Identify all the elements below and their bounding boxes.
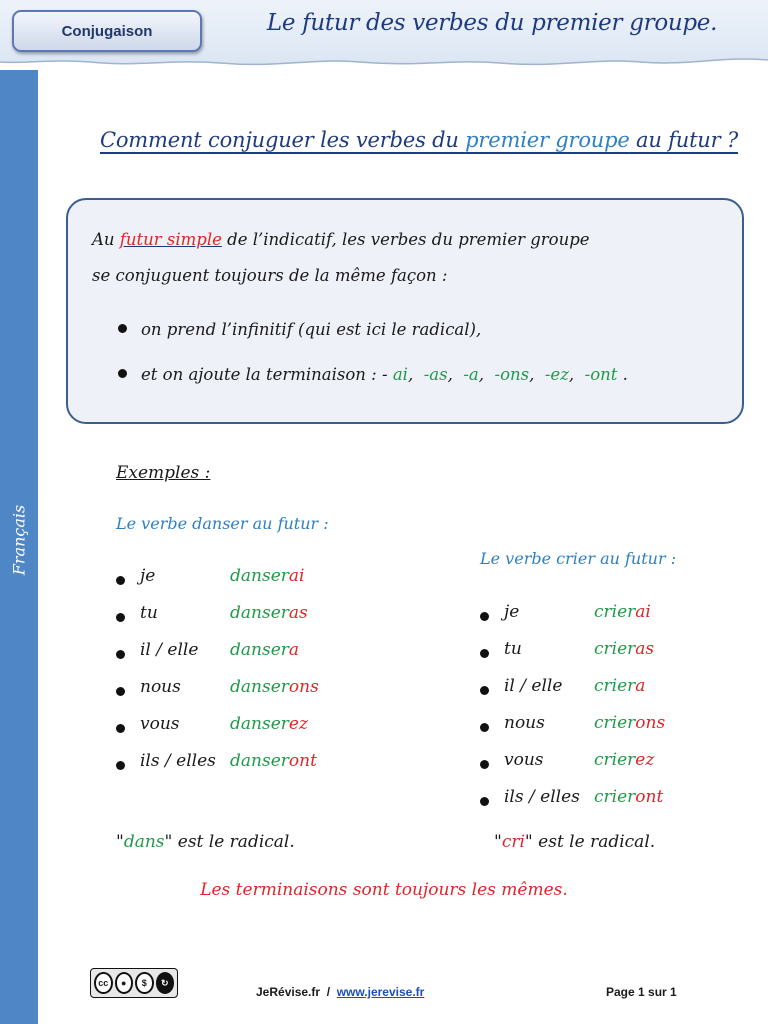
bullet-icon	[480, 649, 489, 658]
footer-link[interactable]: www.jerevise.fr	[336, 985, 425, 999]
ending-ont: -ont	[584, 365, 618, 384]
pronoun: nous	[140, 677, 181, 697]
verb-ending: ons	[635, 713, 666, 733]
conjugation-row	[480, 639, 760, 676]
conjugation-row	[116, 751, 416, 788]
ending-as: -as	[423, 365, 448, 384]
conjugated-verb	[230, 714, 308, 734]
question-part2: au futur ?	[629, 128, 739, 152]
verb-stem: crier	[594, 639, 636, 659]
conjugated-verb	[230, 677, 319, 697]
pronoun: vous	[504, 750, 544, 770]
bullet-icon	[480, 723, 489, 732]
pronoun: tu	[140, 603, 158, 623]
bullet-icon	[116, 650, 125, 659]
verb-stem: crier	[594, 750, 636, 770]
verb-ending: ez	[288, 714, 308, 734]
pronoun: je	[504, 602, 520, 622]
bullet-icon	[480, 612, 489, 621]
pronoun: ils / elles	[140, 751, 216, 771]
page-title: Le futur des verbes du premier groupe.	[266, 10, 718, 36]
rule-bullet2-prefix: et on ajoute la terminaison : -	[141, 365, 393, 384]
pronoun: nous	[504, 713, 545, 733]
verb-stem: crier	[594, 713, 636, 733]
conjugated-verb	[594, 750, 654, 770]
bullet-icon	[116, 576, 125, 585]
bullet-icon	[480, 760, 489, 769]
conjugated-verb	[230, 566, 304, 586]
pronoun: il / elle	[140, 640, 199, 660]
footer-site	[256, 985, 424, 999]
examples-title: Exemples :	[116, 463, 211, 483]
verb-ending: ai	[635, 602, 651, 622]
verb-stem: danser	[230, 640, 289, 660]
danser-radical	[116, 832, 295, 852]
verb-stem: danser	[230, 751, 289, 771]
bullet-icon	[116, 613, 125, 622]
conjugation-row	[480, 787, 760, 824]
bullet-icon	[118, 369, 127, 378]
verb-ending: a	[288, 640, 300, 660]
quote-open: "	[116, 832, 124, 852]
bullet-icon	[480, 686, 489, 695]
rule-bullet2-suffix: .	[617, 365, 628, 384]
conjugated-verb	[594, 676, 645, 696]
pronoun: tu	[504, 639, 522, 659]
conjugated-verb	[230, 751, 317, 771]
conjugation-row	[480, 676, 760, 713]
conjugation-row	[116, 714, 416, 751]
conjugation-row	[480, 602, 760, 639]
verb-ending: ez	[635, 750, 655, 770]
verb-stem: crier	[594, 602, 636, 622]
crier-conjugation-list	[480, 602, 760, 824]
verb-ending: ai	[288, 566, 305, 586]
quote-open: "	[494, 832, 502, 852]
verb-ending: as	[288, 603, 308, 623]
pronoun: ils / elles	[504, 787, 580, 807]
rule-line-2: se conjuguent toujours de la même façon :	[92, 266, 448, 285]
crier-radical-word: cri	[501, 832, 525, 852]
conjugation-row	[116, 603, 416, 640]
rule-bullet-1	[118, 320, 481, 339]
pronoun: je	[140, 566, 156, 586]
crier-radical-text: est le radical.	[532, 832, 656, 852]
verb-stem: danser	[230, 566, 289, 586]
conjugation-row	[116, 677, 416, 714]
ending-ai: ai	[392, 365, 408, 384]
verb-ending: ont	[288, 751, 317, 771]
cc-icon: cc	[94, 972, 113, 994]
verb-ending: ons	[288, 677, 319, 697]
ending-ons: -ons	[494, 365, 530, 384]
quote-close: "	[164, 832, 173, 852]
by-icon: ●	[115, 972, 134, 994]
question-part1: Comment conjuguer les verbes du	[100, 128, 466, 152]
creative-commons-by-nc-sa-icon	[90, 968, 178, 998]
bullet-icon	[118, 324, 127, 333]
rule-box	[66, 198, 744, 424]
conjugated-verb	[594, 639, 654, 659]
verb-ending: as	[635, 639, 655, 659]
danser-heading: Le verbe danser au futur :	[116, 514, 329, 533]
footer-separator: /	[320, 985, 337, 999]
bullet-icon	[116, 761, 125, 770]
pronoun: vous	[140, 714, 180, 734]
bullet-icon	[116, 687, 125, 696]
conjugated-verb	[594, 602, 651, 622]
category-badge: Conjugaison	[12, 10, 202, 52]
sa-icon: ↻	[156, 972, 175, 994]
danser-conjugation-list	[116, 566, 416, 788]
question-accent: premier groupe	[465, 128, 630, 152]
nc-icon: $	[135, 972, 154, 994]
verb-ending: a	[635, 676, 646, 696]
conjugated-verb	[594, 713, 665, 733]
pronoun: il / elle	[504, 676, 563, 696]
verb-stem: danser	[230, 714, 289, 734]
ending-ez: -ez	[544, 365, 569, 384]
conjugated-verb	[594, 787, 663, 807]
verb-stem: danser	[230, 677, 289, 697]
quote-close: "	[524, 832, 533, 852]
rule-line1-prefix: Au	[92, 230, 120, 249]
danser-radical-text: est le radical.	[172, 832, 295, 852]
section-question	[100, 128, 760, 152]
conjugation-row	[480, 713, 760, 750]
crier-heading: Le verbe crier au futur :	[480, 549, 677, 568]
ending-a: -a	[463, 365, 479, 384]
conjugated-verb	[230, 603, 308, 623]
conjugation-row	[116, 566, 416, 603]
subject-label: Français	[9, 504, 29, 576]
rule-line-1	[92, 230, 590, 249]
conjugation-row	[116, 640, 416, 677]
endings-note: Les terminaisons sont toujours les mêmes.	[200, 880, 568, 900]
verb-ending: ont	[635, 787, 664, 807]
page-number: Page 1 sur 1	[606, 985, 677, 999]
rule-bullet1-text: on prend l’infinitif (qui est ici le radical),	[141, 320, 482, 339]
verb-stem: crier	[594, 787, 636, 807]
rule-bullet-2: et on ajoute la terminaison : - ai, -as, -a, -ons, -ez, -ont .	[118, 365, 628, 384]
bullet-icon	[480, 797, 489, 806]
bullet-icon	[116, 724, 125, 733]
crier-radical	[494, 832, 655, 852]
verb-stem: crier	[594, 676, 636, 696]
conjugated-verb	[230, 640, 299, 660]
rule-line1-suffix: de l’indicatif, les verbes du premier groupe	[221, 230, 590, 249]
conjugation-row	[480, 750, 760, 787]
rule-highlight: futur simple	[119, 230, 222, 249]
verb-stem: danser	[230, 603, 289, 623]
danser-radical-word: dans	[123, 832, 165, 852]
footer-site-name: JeRévise.fr	[256, 985, 321, 999]
